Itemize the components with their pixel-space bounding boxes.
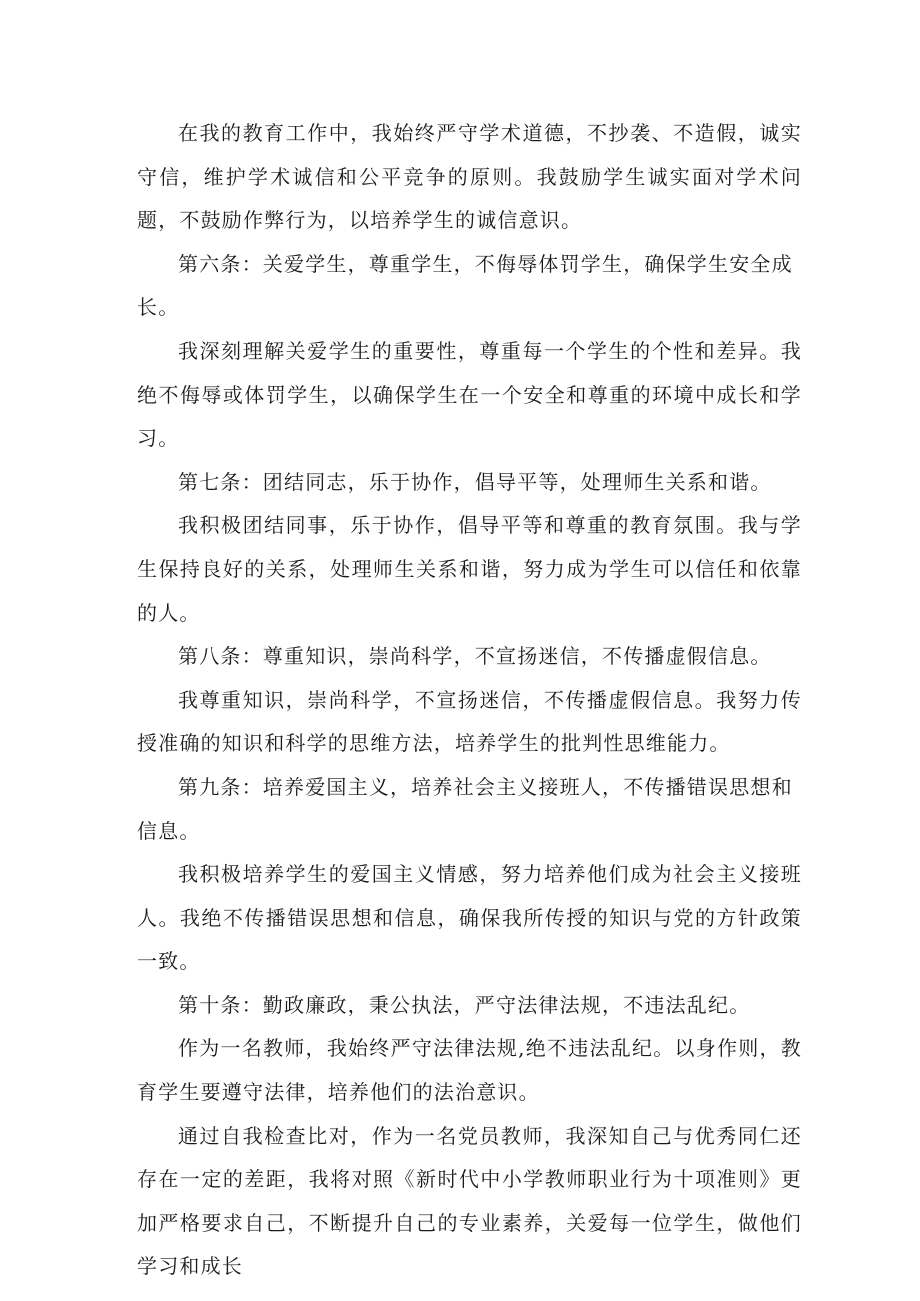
paragraph-patriotism: 我积极培养学生的爱国主义情感，努力培养他们成为社会主义接班人。我绝不传播错误思想和信息，确保我所传授的知识与党的方针政策一致。 (137, 862, 802, 974)
article-8-heading: 第八条：尊重知识，崇尚科学，不宣扬迷信，不传播虚假信息。 (178, 644, 772, 669)
article-6-heading: 第六条：关爱学生，尊重学生，不侮辱体罚学生，确保学生安全成长。 (137, 251, 793, 320)
paragraph-self-review: 通过自我检查比对，作为一名党员教师，我深知自己与优秀同仁还存在一定的差距，我将对照《新时代中小学教师职业行为十项准则》更加严格要求自己，不断提升自己的专业素养，关爱每一位学生，做他们学习和成长 (137, 1123, 802, 1279)
article-10-heading: 第十条：勤政廉政，秉公执法，严守法律法规，不违法乱纪。 (178, 992, 751, 1017)
document-body (137, 112, 802, 1289)
paragraph-unity-cooperation: 我积极团结同事，乐于协作，倡导平等和尊重的教育氛围。我与学生保持良好的关系，处理师生关系和谐，努力成为学生可以信任和依靠的人。 (137, 513, 802, 625)
paragraph-care-for-students: 我深刻理解关爱学生的重要性，尊重每一个学生的个性和差异。我绝不侮辱或体罚学生，以确保学生在一个安全和尊重的环境中成长和学习。 (137, 338, 802, 451)
article-9-heading: 第九条：培养爱国主义，培养社会主义接班人，不传播错误思想和信息。 (137, 774, 793, 843)
article-7-heading: 第七条：团结同志，乐于协作，倡导平等，处理师生关系和谐。 (178, 469, 772, 494)
paragraph-law-abiding: 作为一名教师，我始终严守法律法规,绝不违法乱纪。以身作则，教育学生要遵守法律，培养他们的法治意识。 (137, 1036, 802, 1105)
paragraph-respect-knowledge: 我尊重知识，崇尚科学，不宣扬迷信，不传播虚假信息。我努力传授准确的知识和科学的思维方法，培养学生的批判性思维能力。 (137, 687, 802, 756)
paragraph-academic-integrity: 在我的教育工作中，我始终严守学术道德，不抄袭、不造假，诚实守信，维护学术诚信和公平竞争的原则。我鼓励学生诚实面对学术问题，不鼓励作弊行为，以培养学生的诚信意识。 (137, 121, 802, 233)
